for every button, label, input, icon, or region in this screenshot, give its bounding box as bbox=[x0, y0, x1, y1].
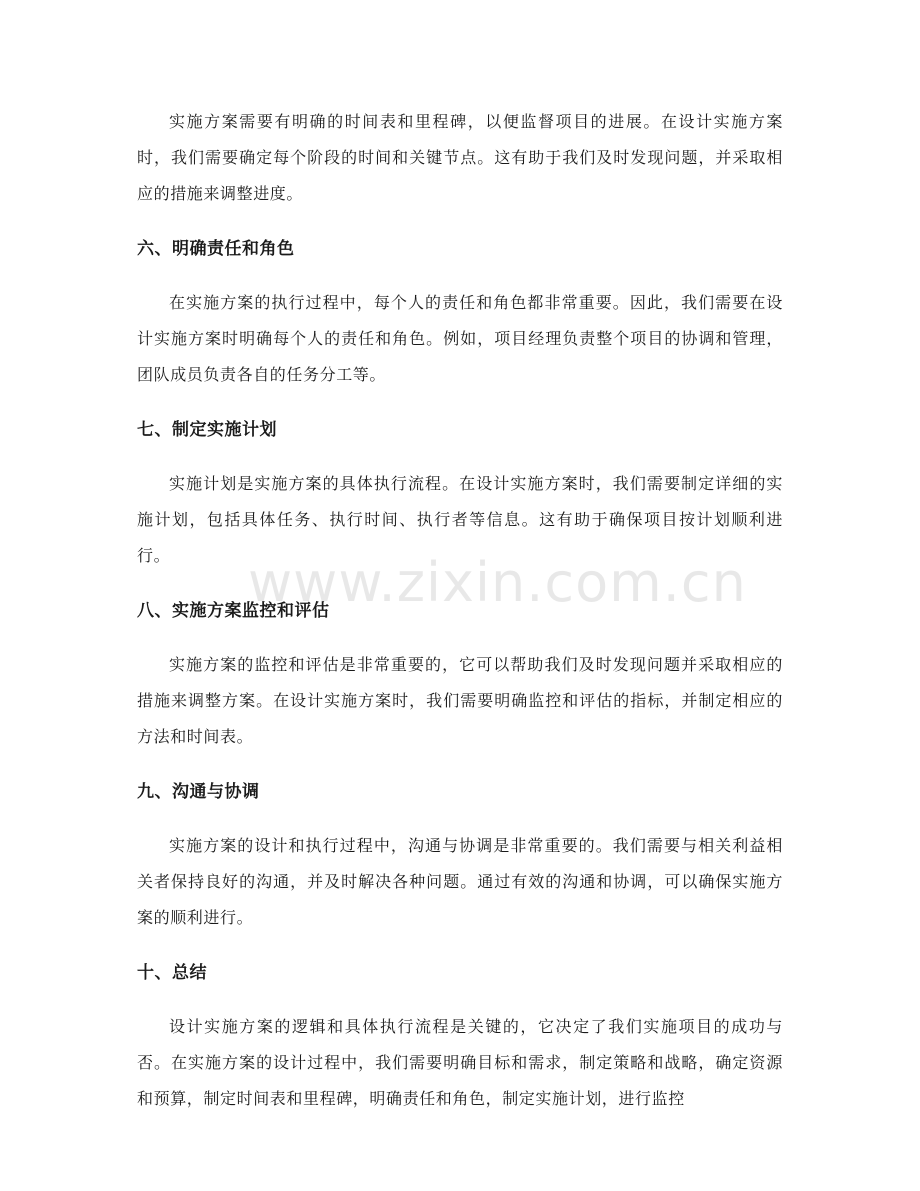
section-paragraph-7: 实施计划是实施方案的具体执行流程。在设计实施方案时，我们需要制定详细的实施计划，包括具体任务、执行时间、执行者等信息。这有助于确保项目按计划顺利进行。 bbox=[137, 474, 783, 565]
section-heading-9: 九、沟通与协调 bbox=[137, 782, 260, 802]
watermark: www.zixin.com.cn bbox=[248, 551, 747, 614]
section-paragraph-8: 实施方案的监控和评估是非常重要的，它可以帮助我们及时发现问题并采取相应的措施来调整方案。在设计实施方案时，我们需要明确监控和评估的指标，并制定相应的方法和时间表。 bbox=[137, 655, 783, 746]
intro-paragraph: 实施方案需要有明确的时间表和里程碑，以便监督项目的进展。在设计实施方案时，我们需要确定每个阶段的时间和关键节点。这有助于我们及时发现问题，并采取相应的措施来调整进度。 bbox=[137, 112, 783, 203]
section-paragraph-10: 设计实施方案的逻辑和具体执行流程是关键的，它决定了我们实施项目的成功与否。在实施方案的设计过程中，我们需要明确目标和需求，制定策略和战略，确定资源和预算，制定时间表和里程碑，明确责任和角色，制定实施计划，进行监控 bbox=[137, 1017, 783, 1108]
section-heading-8: 八、实施方案监控和评估 bbox=[137, 601, 330, 621]
section-paragraph-6: 在实施方案的执行过程中，每个人的责任和角色都非常重要。因此，我们需要在设计实施方案时明确每个人的责任和角色。例如，项目经理负责整个项目的协调和管理，团队成员负责各自的任务分工等。 bbox=[137, 293, 783, 384]
section-heading-10: 十、总结 bbox=[137, 963, 207, 983]
section-heading-6: 六、明确责任和角色 bbox=[137, 239, 295, 259]
section-paragraph-9: 实施方案的设计和执行过程中，沟通与协调是非常重要的。我们需要与相关利益相关者保持良好的沟通，并及时解决各种问题。通过有效的沟通和协调，可以确保实施方案的顺利进行。 bbox=[137, 836, 783, 927]
section-heading-7: 七、制定实施计划 bbox=[137, 420, 277, 440]
document-body bbox=[137, 104, 783, 1117]
